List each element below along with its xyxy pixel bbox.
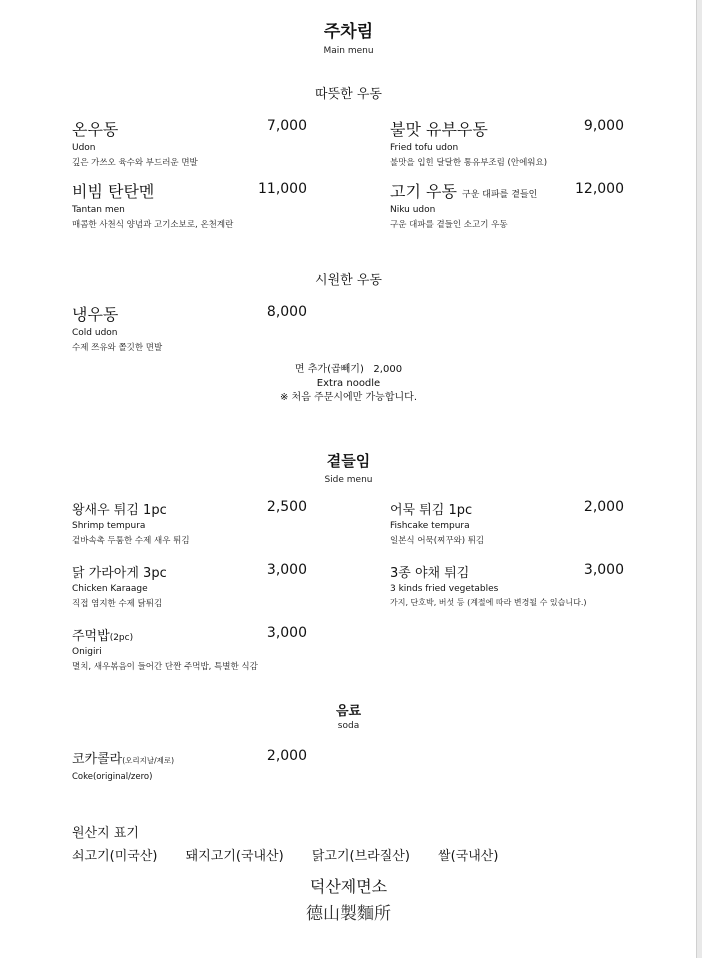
item-name: 왕새우 튀김 1pc: [72, 503, 167, 518]
item-name-text: 고기 우동: [390, 182, 457, 201]
item-description: 멸치, 새우볶음이 들어간 단짠 주먹밥, 특별한 식감: [72, 662, 258, 672]
origin-chicken: 닭고기(브라질산): [311, 849, 410, 864]
item-description: 가지, 단호박, 버섯 등 (계절에 따라 변경될 수 있습니다.): [390, 598, 587, 607]
drinks-title: 음료: [335, 704, 362, 719]
item-name-note: (2pc): [109, 633, 134, 643]
item-price: 12,000: [575, 181, 624, 197]
side-menu-title: 곁들임: [326, 452, 371, 470]
brand-name-korean: 덕산제면소: [309, 877, 388, 896]
item-name: 냉우동: [72, 305, 119, 324]
item-name-note: 구운 대파를 곁들인: [462, 190, 538, 200]
item-price: 2,500: [266, 499, 307, 515]
main-menu-subtitle: Main menu: [323, 46, 374, 56]
item-description: 직접 염지한 수제 닭튀김: [72, 599, 163, 609]
origin-beef: 쇠고기(미국산): [72, 849, 158, 864]
item-name: 어묵 튀김 1pc: [390, 503, 473, 518]
warm-udon-heading: 따뜻한 우동: [315, 87, 382, 102]
item-name: 비빔 탄탄멘: [72, 182, 155, 201]
main-menu-header: [0, 17, 697, 56]
origin-rice: 쌀(국내산): [438, 849, 499, 864]
item-name-text: 주먹밥: [72, 629, 110, 644]
item-english-name: Fishcake tempura: [390, 521, 470, 531]
item-name-note: (오리지날/제로): [122, 756, 175, 765]
origin-title: 원산지 표기: [72, 826, 139, 841]
drinks-header: [0, 700, 697, 731]
item-name: [72, 625, 372, 644]
extra-noodle-english: Extra noodle: [316, 378, 381, 389]
item-price: 3,000: [266, 625, 307, 641]
item-english-name: Shrimp tempura: [72, 521, 146, 531]
item-name-text: 코카콜라: [72, 752, 123, 767]
item-price: 8,000: [266, 304, 307, 320]
item-description: 불맛을 입힌 달달한 통유부조림 (안에워요): [390, 158, 548, 168]
extra-noodle-line: [0, 363, 697, 377]
item-english-name: Udon: [72, 143, 96, 153]
item-name: 닭 가라아게 3pc: [72, 566, 167, 581]
drinks-subtitle: soda: [337, 721, 360, 731]
item-description: 수제 쯔유와 쫄깃한 면발: [72, 343, 163, 353]
side-item-fried-vegetables: [390, 562, 690, 608]
item-price: 11,000: [258, 181, 307, 197]
item-english-name: Tantan men: [72, 205, 125, 215]
side-menu-header: [0, 450, 697, 485]
item-description: 일본식 어묵(찌꾸와) 튀김: [390, 536, 485, 546]
item-english-name: Chicken Karaage: [72, 584, 148, 594]
item-english-name: Coke(original/zero): [72, 772, 153, 782]
origin-pork: 돼지고기(국내산): [185, 849, 284, 864]
item-name: 불맛 유부우동: [390, 120, 488, 139]
item-name: 온우동: [72, 120, 119, 139]
item-english-name: Onigiri: [72, 647, 102, 657]
item-price: 2,000: [583, 499, 624, 515]
item-price: 3,000: [266, 562, 307, 578]
brand-name-hanja: 德山製麵所: [306, 904, 391, 924]
side-menu-subtitle: Side menu: [324, 475, 373, 485]
item-price: 9,000: [583, 118, 624, 134]
origin-list: [72, 845, 522, 864]
side-item-onigiri: [72, 625, 372, 672]
extra-noodle-condition: ※ 처음 주문시에만 가능합니다.: [279, 392, 417, 403]
cold-udon-heading: 시원한 우동: [315, 273, 382, 288]
item-description: 겉바속촉 두툼한 수제 새우 튀김: [72, 536, 190, 546]
item-price: 2,000: [266, 748, 307, 764]
item-description: 매콤한 사천식 양념과 고기소보로, 온천계란: [72, 220, 234, 230]
brand-footer: [0, 874, 697, 924]
item-description: 깊은 가쓰오 육수와 부드러운 면발: [72, 158, 198, 168]
extra-noodle-note: [0, 363, 697, 405]
item-price: 3,000: [583, 562, 624, 578]
item-english-name: Cold udon: [72, 328, 118, 338]
item-price: 7,000: [266, 118, 307, 134]
main-menu-title: 주차림: [323, 22, 374, 42]
item-name: 3종 야채 튀김: [390, 566, 470, 581]
item-english-name: Niku udon: [390, 205, 436, 215]
extra-noodle-price: 2,000: [373, 364, 403, 375]
extra-noodle-label: 면 추가(곱빼기): [294, 364, 364, 375]
item-description: 구운 대파를 곁들인 소고기 우동: [390, 220, 508, 230]
origin-labeling: [72, 822, 522, 864]
item-english-name: 3 kinds fried vegetables: [390, 584, 499, 594]
item-english-name: Fried tofu udon: [390, 143, 459, 153]
